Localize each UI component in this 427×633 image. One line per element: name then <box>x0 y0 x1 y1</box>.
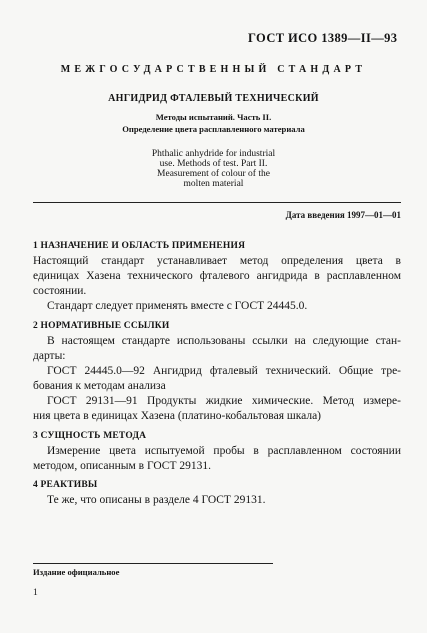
section-1-heading: 1 НАЗНАЧЕНИЕ И ОБЛАСТЬ ПРИМЕНЕНИЯ <box>33 241 246 251</box>
interstate-standard-banner: МЕЖГОСУДАРСТВЕННЫЙ СТАНДАРТ <box>60 64 367 75</box>
footer-divider <box>33 563 273 564</box>
introduction-date: Дата введения 1997—01—01 <box>285 210 401 220</box>
english-title-line-3: Measurement of colour of the <box>157 169 270 179</box>
english-title-line-1: Phthalic anhydride for industrial <box>151 149 276 159</box>
section-1-text-line: Настоящий стандарт устанавливает метод определения цвета в <box>33 255 401 267</box>
section-4-text-line: Те же, что описаны в разделе 4 ГОСТ 29131. <box>47 494 266 506</box>
section-1-text-line: состоянии. <box>33 285 87 297</box>
section-2-text-line: бования к методам анализа <box>33 380 166 392</box>
section-2-text-line: В настоящем стандарте использованы ссылки на следующие стан- <box>47 335 401 347</box>
english-title-line-2: use. Methods of test. Part II. <box>159 159 268 169</box>
section-3-text-line: Измерение цвета испытуемой пробы в расплавленном состоянии <box>47 445 401 457</box>
section-2-text-line: ния цвета в единицах Хазена (платино-кобальтовая шкала) <box>33 410 321 422</box>
subtitle-line-1: Методы испытаний. Часть II. <box>155 112 272 122</box>
section-1-text-line: Стандарт следует применять вместе с ГОСТ 24445.0. <box>47 300 308 312</box>
official-edition-label: Издание официальное <box>33 567 120 577</box>
section-2-text-line: ГОСТ 29131—91 Продукты жидкие химические. Метод измере- <box>47 395 401 407</box>
section-1-text-line: единицах Хазена технического фталевого ангидрида в расплавленном <box>33 270 401 282</box>
section-2-text-line: дарты: <box>33 350 66 362</box>
document-code: ГОСТ ИСО 1389—II—93 <box>248 31 398 45</box>
top-divider <box>33 202 401 203</box>
section-3-heading: 3 СУЩНОСТЬ МЕТОДА <box>33 431 147 441</box>
section-2-text-line: ГОСТ 24445.0—92 Ангидрид фталевый технический. Общие тре- <box>47 365 401 377</box>
section-3-text-line: методом, описанным в ГОСТ 29131. <box>33 460 211 472</box>
section-4-heading: 4 РЕАКТИВЫ <box>33 480 98 490</box>
document-title: АНГИДРИД ФТАЛЕВЫЙ ТЕХНИЧЕСКИЙ <box>108 93 319 104</box>
subtitle-line-2: Определение цвета расплавленного материала <box>122 124 305 134</box>
page-number: 1 <box>33 588 38 598</box>
section-2-heading: 2 НОРМАТИВНЫЕ ССЫЛКИ <box>33 321 170 331</box>
english-title-line-4: molten material <box>183 179 244 189</box>
